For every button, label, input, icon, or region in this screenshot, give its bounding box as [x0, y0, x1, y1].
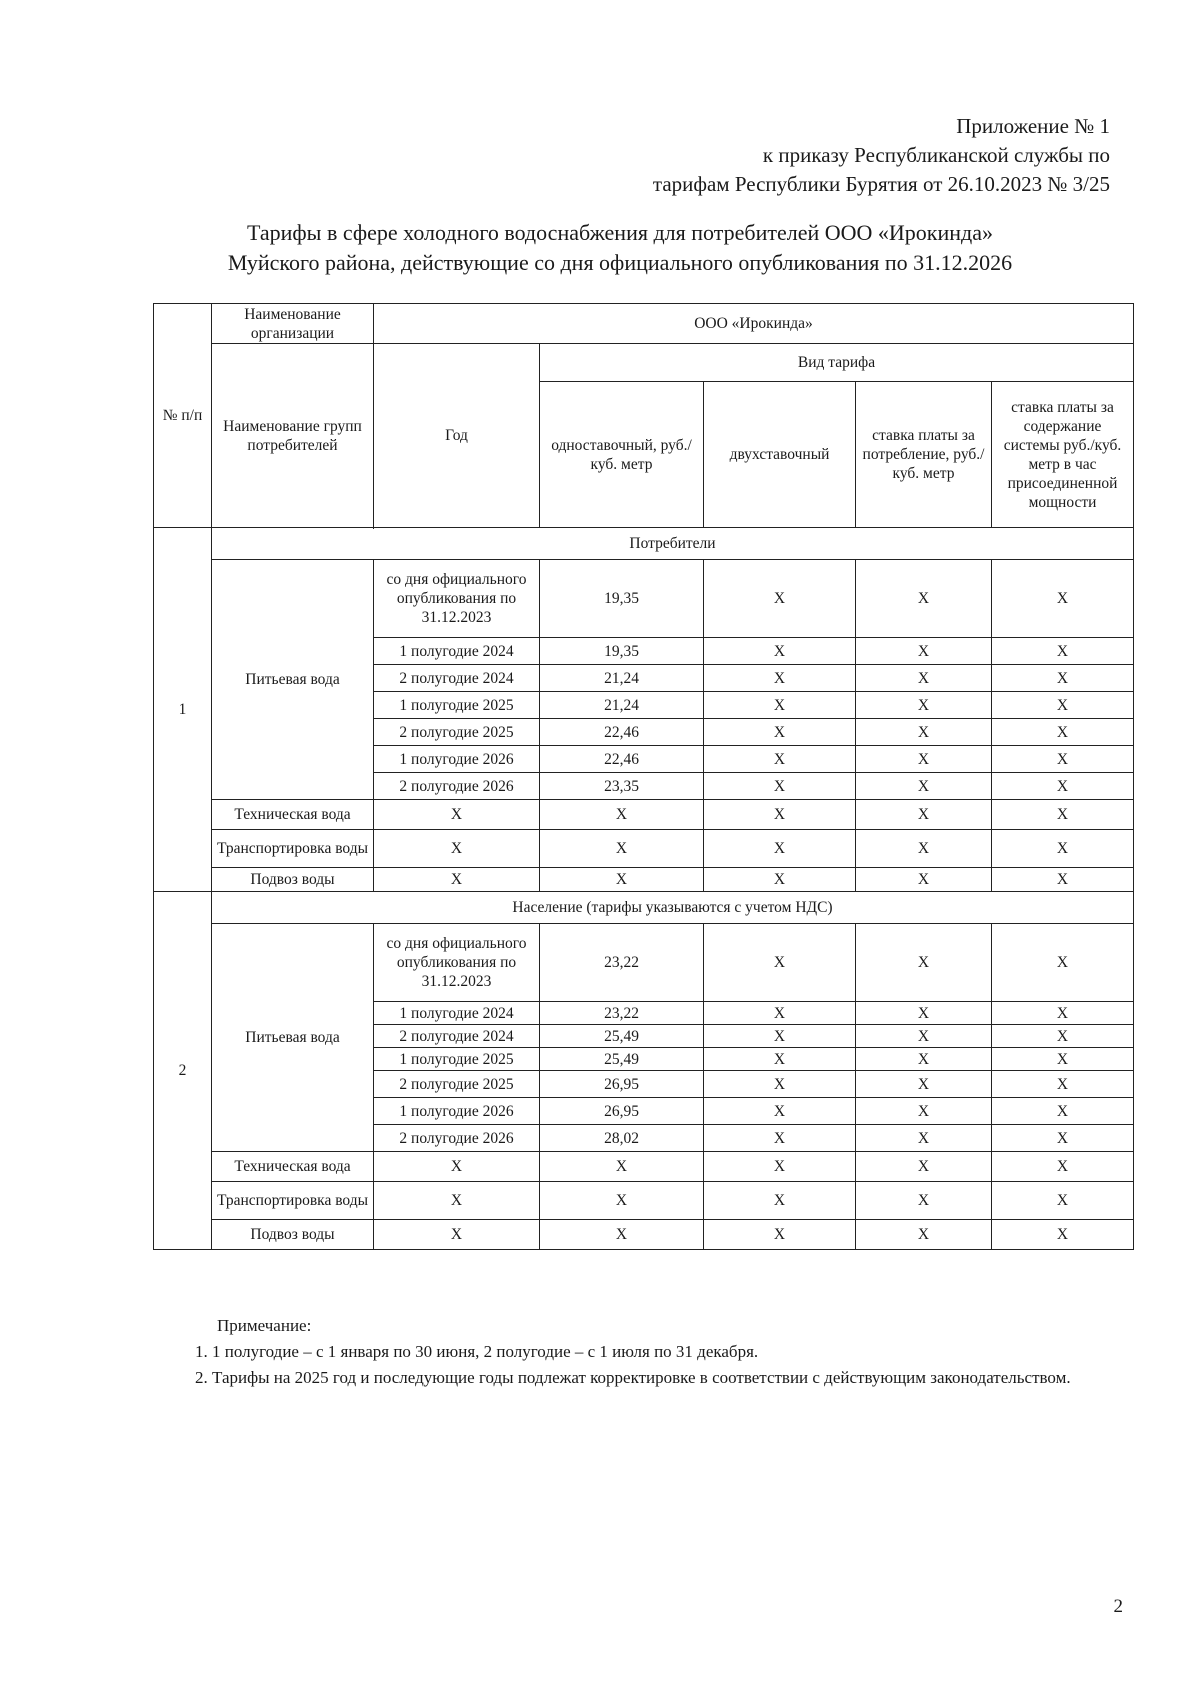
- table-row: [154, 800, 1134, 830]
- period-cell: 2 полугодие 2026: [374, 773, 540, 800]
- header-year: Год: [374, 344, 540, 528]
- single-rate-cell: 22,46: [540, 719, 704, 746]
- period-cell: Х: [374, 868, 540, 892]
- period-cell: 2 полугодие 2025: [374, 1071, 540, 1098]
- maintenance-rate-cell: Х: [992, 638, 1134, 665]
- notes: [153, 1313, 1133, 1391]
- single-rate-cell: Х: [540, 1182, 704, 1220]
- two-rate-cell: Х: [704, 665, 856, 692]
- note-item: 2. Тарифы на 2025 год и последующие годы подлежат корректировке в соответствии с действующим законодательством.: [195, 1368, 1071, 1387]
- two-rate-cell: Х: [704, 638, 856, 665]
- period-cell: 2 полугодие 2026: [374, 1125, 540, 1152]
- note-item: 1. 1 полугодие – с 1 января по 30 июня, 2 полугодие – с 1 июля по 31 декабря.: [195, 1342, 759, 1361]
- consumption-rate-cell: Х: [856, 773, 992, 800]
- maintenance-rate-cell: Х: [992, 1182, 1134, 1220]
- consumption-rate-cell: Х: [856, 1025, 992, 1048]
- section-number: 2: [154, 892, 212, 1250]
- single-rate-cell: 22,46: [540, 746, 704, 773]
- header-org-label: Наименование организации: [212, 304, 374, 344]
- two-rate-cell: Х: [704, 1182, 856, 1220]
- maintenance-rate-cell: Х: [992, 746, 1134, 773]
- period-cell: 1 полугодие 2025: [374, 692, 540, 719]
- table-row: [154, 830, 1134, 868]
- consumption-rate-cell: Х: [856, 1182, 992, 1220]
- table-row: [154, 560, 1134, 638]
- notes-heading: Примечание:: [217, 1316, 312, 1335]
- single-rate-cell: Х: [540, 800, 704, 830]
- maintenance-rate-cell: Х: [992, 1125, 1134, 1152]
- consumption-rate-cell: Х: [856, 830, 992, 868]
- two-rate-cell: Х: [704, 1125, 856, 1152]
- header-two-rate: двухставочный: [704, 382, 856, 528]
- maintenance-rate-cell: Х: [992, 1002, 1134, 1025]
- two-rate-cell: Х: [704, 692, 856, 719]
- consumption-rate-cell: Х: [856, 1002, 992, 1025]
- two-rate-cell: Х: [704, 1025, 856, 1048]
- consumption-rate-cell: Х: [856, 924, 992, 1002]
- consumption-rate-cell: Х: [856, 746, 992, 773]
- two-rate-cell: Х: [704, 800, 856, 830]
- two-rate-cell: Х: [704, 1152, 856, 1182]
- maintenance-rate-cell: Х: [992, 800, 1134, 830]
- two-rate-cell: Х: [704, 1002, 856, 1025]
- tariff-table: [153, 303, 1134, 1250]
- two-rate-cell: Х: [704, 1048, 856, 1071]
- header-tariff-type: Вид тарифа: [540, 344, 1134, 382]
- consumption-rate-cell: Х: [856, 1220, 992, 1250]
- consumption-rate-cell: Х: [856, 1071, 992, 1098]
- appendix-line: тарифам Республики Бурятия от 26.10.2023 № 3/25: [652, 172, 1110, 196]
- section-title: Население (тарифы указываются с учетом НДС): [212, 892, 1134, 924]
- group-name-cell: Транспортировка воды: [212, 830, 374, 868]
- maintenance-rate-cell: Х: [992, 1025, 1134, 1048]
- maintenance-rate-cell: Х: [992, 830, 1134, 868]
- section-number: 1: [154, 528, 212, 892]
- maintenance-rate-cell: Х: [992, 665, 1134, 692]
- two-rate-cell: Х: [704, 924, 856, 1002]
- maintenance-rate-cell: Х: [992, 692, 1134, 719]
- single-rate-cell: 26,95: [540, 1098, 704, 1125]
- two-rate-cell: Х: [704, 1071, 856, 1098]
- consumption-rate-cell: Х: [856, 1152, 992, 1182]
- maintenance-rate-cell: Х: [992, 1220, 1134, 1250]
- appendix-line: Приложение № 1: [956, 114, 1110, 138]
- period-cell: Х: [374, 800, 540, 830]
- two-rate-cell: Х: [704, 830, 856, 868]
- period-cell: Х: [374, 1182, 540, 1220]
- page-number: 2: [1113, 1596, 1123, 1617]
- table-row: [154, 1182, 1134, 1220]
- period-cell: 1 полугодие 2026: [374, 1098, 540, 1125]
- maintenance-rate-cell: Х: [992, 1071, 1134, 1098]
- period-cell: 1 полугодие 2024: [374, 638, 540, 665]
- header-consumer-groups: Наименование групп потребителей: [212, 344, 374, 528]
- group-name-cell: Техническая вода: [212, 800, 374, 830]
- single-rate-cell: 23,22: [540, 924, 704, 1002]
- maintenance-rate-cell: Х: [992, 719, 1134, 746]
- period-cell: со дня официального опубликования по 31.12.2023: [374, 924, 540, 1002]
- table-row: [154, 924, 1134, 1002]
- group-name-cell: Подвоз воды: [212, 868, 374, 892]
- single-rate-cell: 21,24: [540, 692, 704, 719]
- single-rate-cell: Х: [540, 830, 704, 868]
- table-row: [154, 1220, 1134, 1250]
- two-rate-cell: Х: [704, 1098, 856, 1125]
- two-rate-cell: Х: [704, 1220, 856, 1250]
- header-org-name: ООО «Ирокинда»: [374, 304, 1134, 344]
- period-cell: Х: [374, 1152, 540, 1182]
- maintenance-rate-cell: Х: [992, 868, 1134, 892]
- period-cell: Х: [374, 830, 540, 868]
- maintenance-rate-cell: Х: [992, 773, 1134, 800]
- group-name-cell: Транспортировка воды: [212, 1182, 374, 1220]
- maintenance-rate-cell: Х: [992, 560, 1134, 638]
- period-cell: 2 полугодие 2024: [374, 1025, 540, 1048]
- consumption-rate-cell: Х: [856, 1098, 992, 1125]
- period-cell: 2 полугодие 2025: [374, 719, 540, 746]
- consumption-rate-cell: Х: [856, 560, 992, 638]
- title-line: Тарифы в сфере холодного водоснабжения для потребителей ООО «Ирокинда»: [247, 220, 993, 245]
- period-cell: 2 полугодие 2024: [374, 665, 540, 692]
- group-name-cell: Техническая вода: [212, 1152, 374, 1182]
- two-rate-cell: Х: [704, 773, 856, 800]
- two-rate-cell: Х: [704, 746, 856, 773]
- table-row: [154, 868, 1134, 892]
- header-single-rate: одноставочный, руб./ куб. метр: [540, 382, 704, 528]
- title-line: Муйского района, действующие со дня официального опубликования по 31.12.2026: [227, 250, 1013, 275]
- single-rate-cell: 19,35: [540, 638, 704, 665]
- maintenance-rate-cell: Х: [992, 1152, 1134, 1182]
- single-rate-cell: 19,35: [540, 560, 704, 638]
- two-rate-cell: Х: [704, 719, 856, 746]
- document-title: [120, 218, 1120, 278]
- group-drinking-water: Питьевая вода: [212, 560, 374, 800]
- single-rate-cell: 25,49: [540, 1025, 704, 1048]
- consumption-rate-cell: Х: [856, 800, 992, 830]
- single-rate-cell: 28,02: [540, 1125, 704, 1152]
- group-name-cell: Подвоз воды: [212, 1220, 374, 1250]
- header-maintenance-rate: ставка платы за содержание системы руб./куб. метр в час присоединенной мощности: [992, 382, 1134, 528]
- period-cell: 1 полугодие 2024: [374, 1002, 540, 1025]
- consumption-rate-cell: Х: [856, 868, 992, 892]
- single-rate-cell: 23,22: [540, 1002, 704, 1025]
- consumption-rate-cell: Х: [856, 1125, 992, 1152]
- group-drinking-water: Питьевая вода: [212, 924, 374, 1152]
- maintenance-rate-cell: Х: [992, 1048, 1134, 1071]
- single-rate-cell: 25,49: [540, 1048, 704, 1071]
- single-rate-cell: Х: [540, 1152, 704, 1182]
- period-cell: 1 полугодие 2025: [374, 1048, 540, 1071]
- consumption-rate-cell: Х: [856, 692, 992, 719]
- period-cell: Х: [374, 1220, 540, 1250]
- single-rate-cell: 26,95: [540, 1071, 704, 1098]
- appendix-line: к приказу Республиканской службы по: [762, 143, 1110, 167]
- header-num: № п/п: [154, 304, 212, 528]
- period-cell: 1 полугодие 2026: [374, 746, 540, 773]
- two-rate-cell: Х: [704, 560, 856, 638]
- header-consumption-rate: ставка платы за потребление, руб./ куб. метр: [856, 382, 992, 528]
- maintenance-rate-cell: Х: [992, 1098, 1134, 1125]
- consumption-rate-cell: Х: [856, 1048, 992, 1071]
- section-title: Потребители: [212, 528, 1134, 560]
- consumption-rate-cell: Х: [856, 719, 992, 746]
- appendix-reference: [653, 112, 1110, 199]
- consumption-rate-cell: Х: [856, 638, 992, 665]
- period-cell: со дня официального опубликования по 31.12.2023: [374, 560, 540, 638]
- single-rate-cell: 23,35: [540, 773, 704, 800]
- two-rate-cell: Х: [704, 868, 856, 892]
- single-rate-cell: Х: [540, 1220, 704, 1250]
- single-rate-cell: 21,24: [540, 665, 704, 692]
- single-rate-cell: Х: [540, 868, 704, 892]
- consumption-rate-cell: Х: [856, 665, 992, 692]
- table-row: [154, 1152, 1134, 1182]
- maintenance-rate-cell: Х: [992, 924, 1134, 1002]
